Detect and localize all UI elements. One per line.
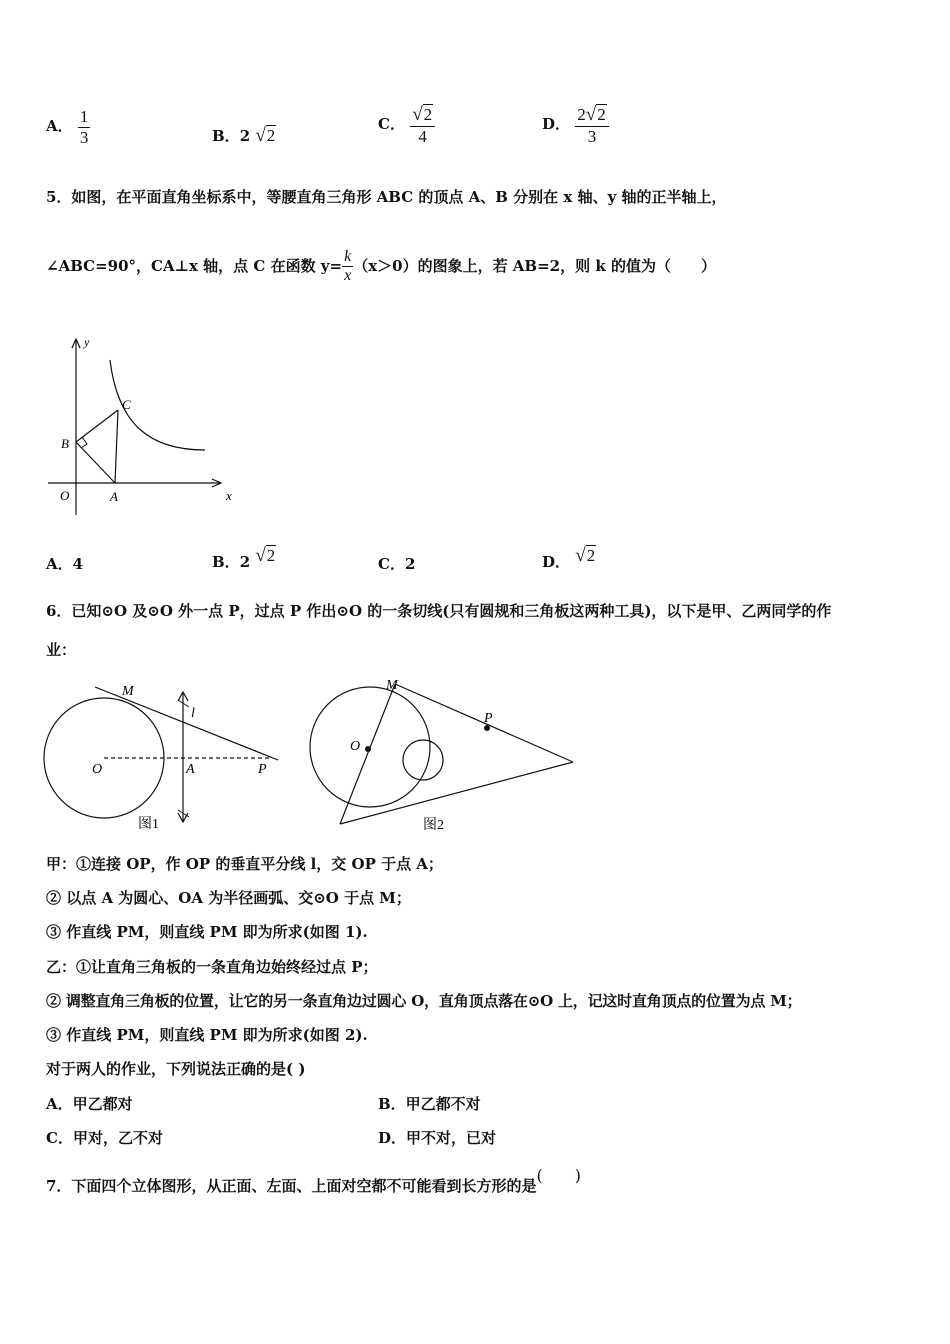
q4-option-c[interactable]: C． $\frac{√2}{4}$ xyxy=(378,104,435,146)
label-m: M xyxy=(122,684,134,699)
label-o: O xyxy=(60,488,70,503)
q6-step-5: ② 调整直角三角板的位置，让它的另一条直角边过圆心 O，直角顶点落在⊙O 上，记这时直角顶点的位置为点 M； xyxy=(46,992,802,1010)
fraction: $\frac{1}{3}$ xyxy=(79,107,89,147)
fraction-k-over-x: $\frac{k}{x}$ xyxy=(344,248,352,285)
q6-step-6: ③ 作直线 PM，则直线 PM 即为所求(如图 2). xyxy=(46,1026,368,1044)
q6-question: 对于两人的作业，下列说法正确的是( ) xyxy=(46,1060,306,1078)
answer-paren: ( ) xyxy=(536,1166,581,1185)
label-o: O xyxy=(92,762,103,777)
q6-step-2: ② 以点 A 为圆心、OA 为半径画弧、交⊙O 于点 M； xyxy=(46,889,411,907)
fraction: $\frac{2√2}{3}$ xyxy=(575,104,608,146)
label-b: B xyxy=(61,436,69,451)
q6-line1: 6．已知⊙O 及⊙O 外一点 P，过点 P 作出⊙O 的一条切线(只有圆规和三角板这两种工具)，以下是甲、乙两同学的作 xyxy=(46,602,832,620)
q5-option-d[interactable]: D． √2 xyxy=(542,545,596,571)
label-a: A xyxy=(186,762,195,777)
q5-option-a[interactable]: A．4 xyxy=(46,555,84,573)
figure-caption: 图2 xyxy=(423,818,444,833)
q4-option-d[interactable]: D． $\frac{2√2}{3}$ xyxy=(542,104,609,146)
triangle-side-diameter xyxy=(340,684,395,824)
q6-figure-2 xyxy=(300,672,580,834)
q4-option-b[interactable]: B．2 √2 xyxy=(212,125,276,146)
q4-option-a[interactable]: A． $\frac{1}{3}$ xyxy=(46,107,89,147)
figure-caption: 图1 xyxy=(138,817,159,832)
q5-coordinate-figure xyxy=(40,330,250,520)
sqrt: √2 xyxy=(255,545,276,566)
center-point-o xyxy=(365,746,371,752)
q6-figure-1 xyxy=(40,675,290,835)
q6-step-1: 甲：①连接 OP，作 OP 的垂直平分线 l，交 OP 于点 A； xyxy=(46,855,443,873)
label-y: y xyxy=(84,335,90,349)
label-p: P xyxy=(258,762,267,777)
q6-option-a[interactable]: A．甲乙都对 xyxy=(46,1095,133,1113)
q5-option-b[interactable]: B．2 √2 xyxy=(212,545,276,571)
label-x: x xyxy=(226,488,232,503)
q6-step-3: ③ 作直线 PM，则直线 PM 即为所求(如图 1). xyxy=(46,923,368,941)
q6-line2: 业： xyxy=(46,641,77,659)
segment-ca xyxy=(115,410,118,483)
segment-ab xyxy=(76,442,115,483)
q5-line1: 5．如图，在平面直角坐标系中，等腰直角三角形 ABC 的顶点 A、B 分别在 x 轴、y 轴的正半轴上， xyxy=(46,188,727,206)
q6-option-b[interactable]: B．甲乙都不对 xyxy=(378,1095,481,1113)
label-o: O xyxy=(350,739,361,754)
fraction: $\frac{√2}{4}$ xyxy=(410,104,435,146)
sqrt: √2 xyxy=(255,125,276,146)
triangle-side-base xyxy=(340,762,573,824)
sqrt: √2 xyxy=(575,545,596,566)
label-a: A xyxy=(110,489,118,504)
label-l: l xyxy=(191,706,195,721)
label-m: M xyxy=(386,678,398,693)
label-p: P xyxy=(484,711,493,726)
q6-option-c[interactable]: C．甲对，乙不对 xyxy=(46,1129,163,1147)
q6-option-d[interactable]: D．甲不对，已对 xyxy=(378,1129,497,1147)
label-c: C xyxy=(122,397,131,412)
q5-option-c[interactable]: C．2 xyxy=(378,555,416,573)
q6-step-4: 乙：①让直角三角板的一条直角边始终经过点 P； xyxy=(46,958,378,976)
q7-text: 7．下面四个立体图形，从正面、左面、上面对空都不可能看到长方形的是( ) xyxy=(46,1166,581,1195)
right-angle-mark xyxy=(81,437,87,448)
q5-line2: ∠ABC=90°，CA⊥x 轴，点 C 在函数 y= $\frac{k}{x}$ （x＞0）的图象上，若 AB=2，则 k 的值为（ ） xyxy=(46,248,716,285)
